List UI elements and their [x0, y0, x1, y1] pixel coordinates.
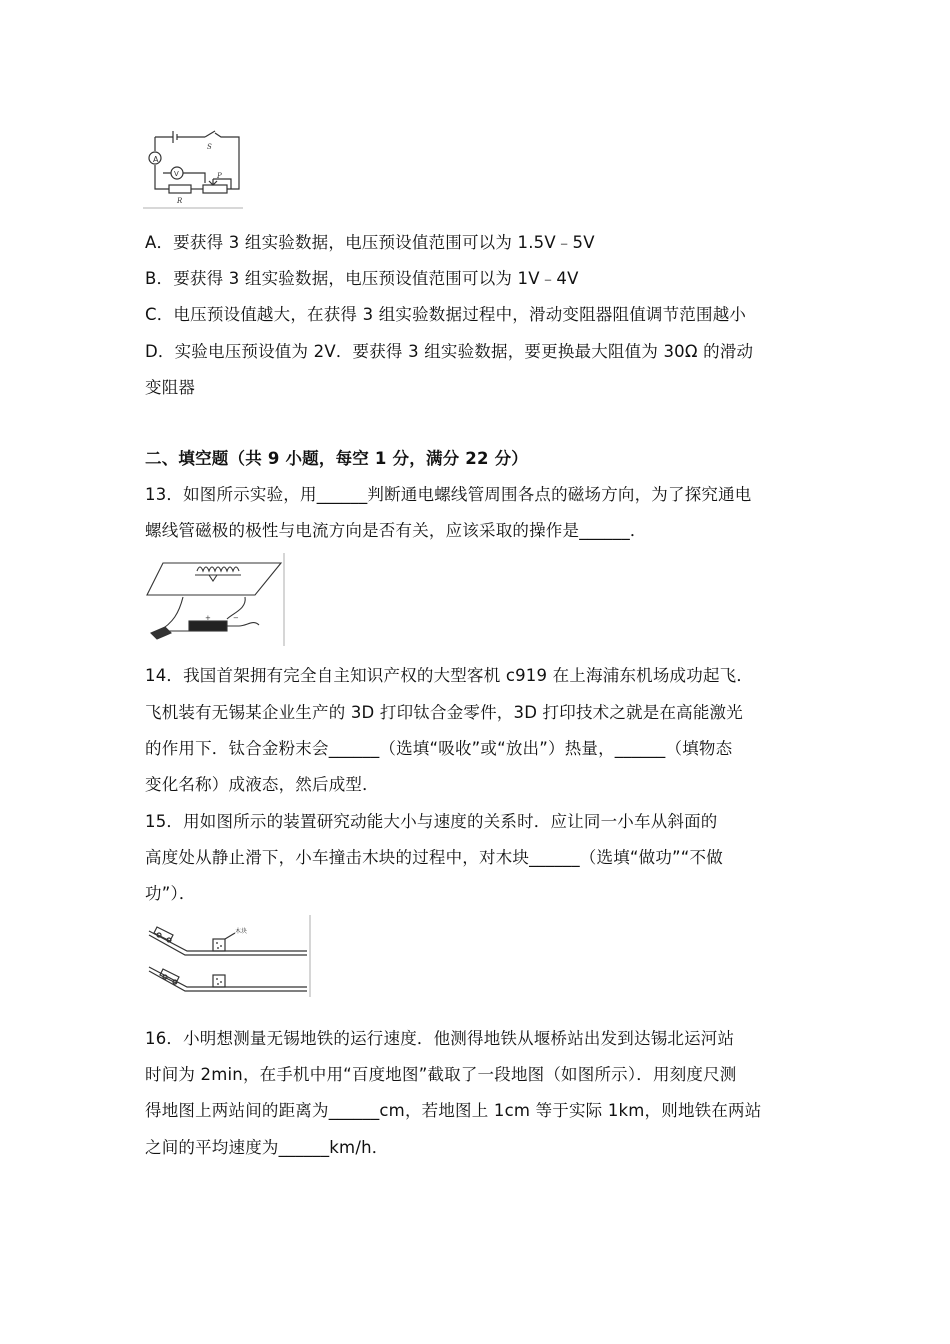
q14-line3: 的作用下．钛合金粉末会______（选填“吸收”或“放出”）热量，______（填物态 — [145, 739, 733, 758]
q13-line1: 13．如图所示实验，用______判断通电螺线管周围各点的磁场方向，为了探究通电 — [145, 485, 752, 504]
q16-line3: 得地图上两站间的距离为______cm，若地图上 1cm 等于实际 1km，则地铁在两站 — [145, 1101, 762, 1120]
q14-line1: 14．我国首架拥有完全自主知识产权的大型客机 c919 在上海浦东机场成功起飞． — [145, 666, 754, 685]
q12-option-c: C．电压预设值越大，在获得 3 组实验数据过程中，滑动变阻器阻值调节范围越小 — [145, 305, 747, 324]
circuit-diagram — [143, 125, 245, 209]
svg-text:−: − — [233, 614, 239, 622]
q16-line1: 16．小明想测量无锡地铁的运行速度．他测得地铁从堰桥站出发到达锡北运河站 — [145, 1029, 735, 1048]
switch-label: S — [207, 143, 212, 151]
section-heading: 二、填空题（共 9 小题，每空 1 分，满分 22 分） — [145, 449, 528, 468]
slider-label: P — [217, 172, 222, 180]
resistor-label: R — [177, 197, 183, 205]
solenoid-diagram — [143, 553, 285, 646]
q12-option-a: A．要获得 3 组实验数据，电压预设值范围可以为 1.5V﹣5V — [145, 233, 595, 252]
svg-text:+: + — [205, 614, 211, 622]
q12-option-d-line2: 变阻器 — [145, 378, 196, 397]
q15-line1: 15．用如图所示的装置研究动能大小与速度的关系时．应让同一小车从斜面的 — [145, 812, 718, 831]
q15-line2: 高度处从静止滑下，小车撞击木块的过程中，对木块______（选填“做功”“不做 — [145, 848, 723, 867]
ammeter-label: A — [153, 155, 159, 164]
q14-line2: 飞机装有无锡某企业生产的 3D 打印钛合金零件，3D 打印技术之就是在高能激光 — [145, 703, 743, 722]
q16-line4: 之间的平均速度为______km/h． — [145, 1138, 389, 1157]
block-label: 木块 — [235, 928, 248, 935]
q14-line4: 变化名称）成液态，然后成型． — [145, 775, 379, 794]
incline-diagram — [143, 915, 311, 997]
circuit-diagram-figure — [143, 125, 245, 209]
incline-figure — [143, 915, 311, 997]
q13-line2: 螺线管磁极的极性与电流方向是否有关，应该采取的操作是______． — [145, 521, 647, 540]
voltmeter-label: V — [174, 170, 179, 178]
q15-line3: 功”）． — [145, 884, 196, 903]
q16-line2: 时间为 2min，在手机中用“百度地图”截取了一段地图（如图所示）．用刻度尺测 — [145, 1065, 737, 1084]
q12-option-d-line1: D．实验电压预设值为 2V．要获得 3 组实验数据，要更换最大阻值为 30Ω 的滑动 — [145, 342, 754, 361]
q12-option-b: B．要获得 3 组实验数据，电压预设值范围可以为 1V﹣4V — [145, 269, 579, 288]
solenoid-figure — [143, 553, 285, 646]
